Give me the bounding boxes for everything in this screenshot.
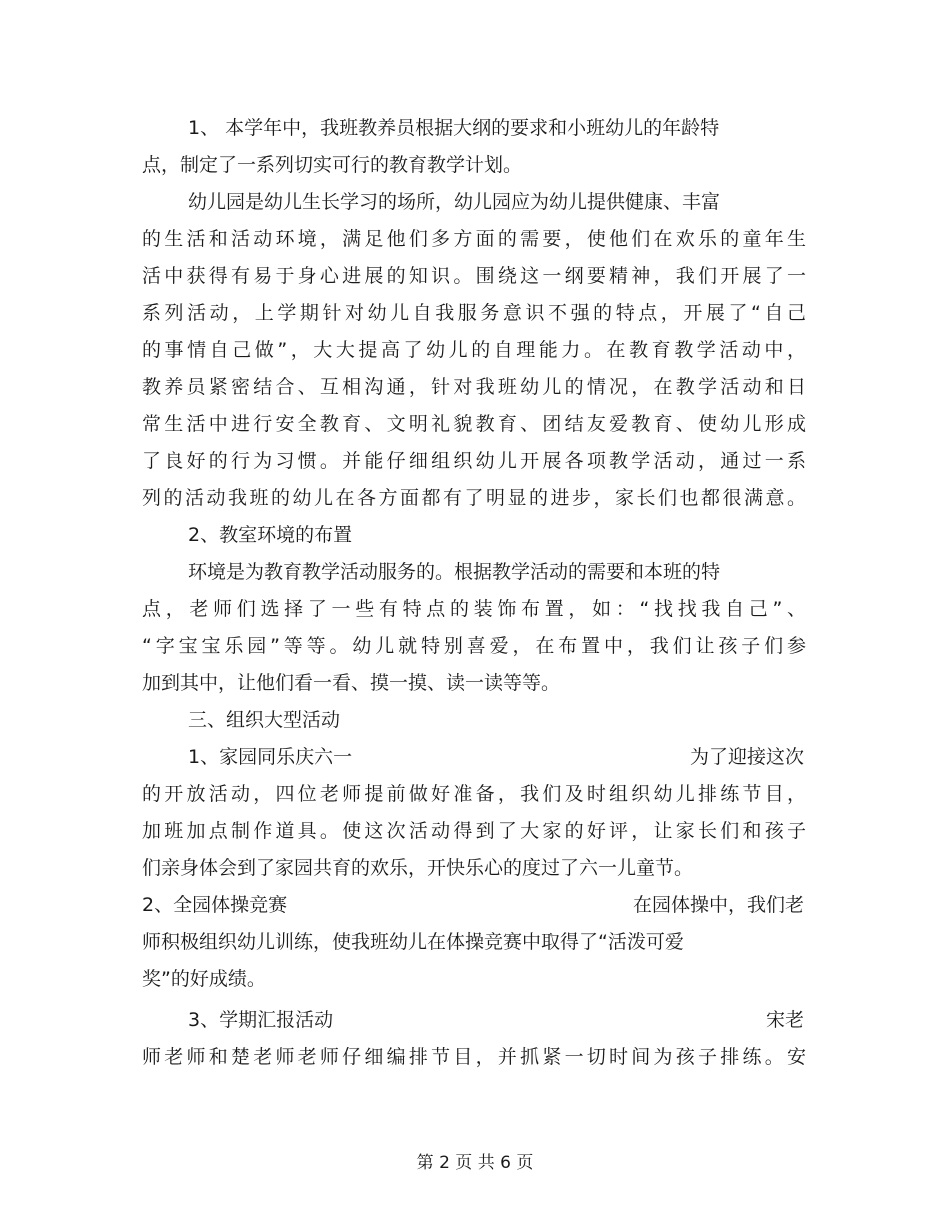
paragraph-line: 的事情自己做”，大大提高了幼儿的自理能力。在教育教学活动中， <box>142 339 806 361</box>
paragraph-line: 师积极组织幼儿训练，使我班幼儿在体操竞赛中取得了“活泼可爱 <box>142 931 684 953</box>
section-heading: 三、组织大型活动 <box>188 709 341 731</box>
paragraph-text: 在园体操中，我们老 <box>632 894 804 916</box>
paragraph-line: 点，制定了一系列切实可行的教育教学计划。 <box>142 154 523 176</box>
paragraph-line <box>142 885 804 925</box>
paragraph-text: 为了迎接这次 <box>689 746 804 768</box>
paragraph-text: 宋老 <box>765 1009 804 1031</box>
paragraph-line: 常生活中进行安全教育、文明礼貌教育、团结友爱教育、使幼儿形成 <box>142 413 806 435</box>
paragraph-line: 点，老师们选择了一些有特点的装饰布置，如：“找找我自己”、 <box>142 598 806 620</box>
paragraph-line: 教养员紧密结合、互相沟通，针对我班幼儿的情况，在教学活动和日 <box>142 376 806 398</box>
paragraph-line: 列的活动我班的幼儿在各方面都有了明显的进步，家长们也都很满意。 <box>142 487 806 509</box>
paragraph-line: 环境是为教育教学活动服务的。根据教学活动的需要和本班的特 <box>188 561 721 583</box>
paragraph-line: 1、 本学年中，我班教养员根据大纲的要求和小班幼儿的年龄特 <box>188 117 720 139</box>
paragraph-line: 系列活动，上学期针对幼儿自我服务意识不强的特点，开展了“自己 <box>142 302 806 324</box>
subsection-heading: 3、学期汇报活动 <box>188 1009 334 1031</box>
paragraph-line: “字宝宝乐园”等等。幼儿就特别喜爱，在布置中，我们让孩子们参 <box>142 635 806 657</box>
paragraph-line <box>188 737 804 777</box>
paragraph-line: 的生活和活动环境，满足他们多方面的需要，使他们在欢乐的童年生 <box>142 228 806 250</box>
section-heading: 2、教室环境的布置 <box>188 524 353 546</box>
paragraph-line: 们亲身体会到了家园共育的欢乐，开快乐心的度过了六一儿童节。 <box>142 857 694 879</box>
paragraph-line: 师老师和楚老师老师仔细编排节目，并抓紧一切时间为孩子排练。安 <box>142 1046 806 1068</box>
paragraph-line: 奖”的好成绩。 <box>142 968 266 990</box>
page-footer: 第 2 页 共 6 页 <box>416 1153 534 1173</box>
paragraph-line: 幼儿园是幼儿生长学习的场所，幼儿园应为幼儿提供健康、丰富 <box>188 191 721 213</box>
paragraph-line <box>188 1000 804 1040</box>
paragraph-line: 了良好的行为习惯。并能仔细组织幼儿开展各项教学活动，通过一系 <box>142 450 806 472</box>
paragraph-line: 活中获得有易于身心进展的知识。围绕这一纲要精神，我们开展了一 <box>142 265 806 287</box>
subsection-heading: 2、全园体操竞赛 <box>142 894 288 916</box>
subsection-heading: 1、家园同乐庆六一 <box>188 746 353 768</box>
paragraph-line: 加班加点制作道具。使这次活动得到了大家的好评，让家长们和孩子 <box>142 820 806 842</box>
paragraph-line: 加到其中，让他们看一看、摸一摸、读一读等等。 <box>142 672 561 694</box>
paragraph-line: 的开放活动，四位老师提前做好准备，我们及时组织幼儿排练节目， <box>142 783 806 805</box>
